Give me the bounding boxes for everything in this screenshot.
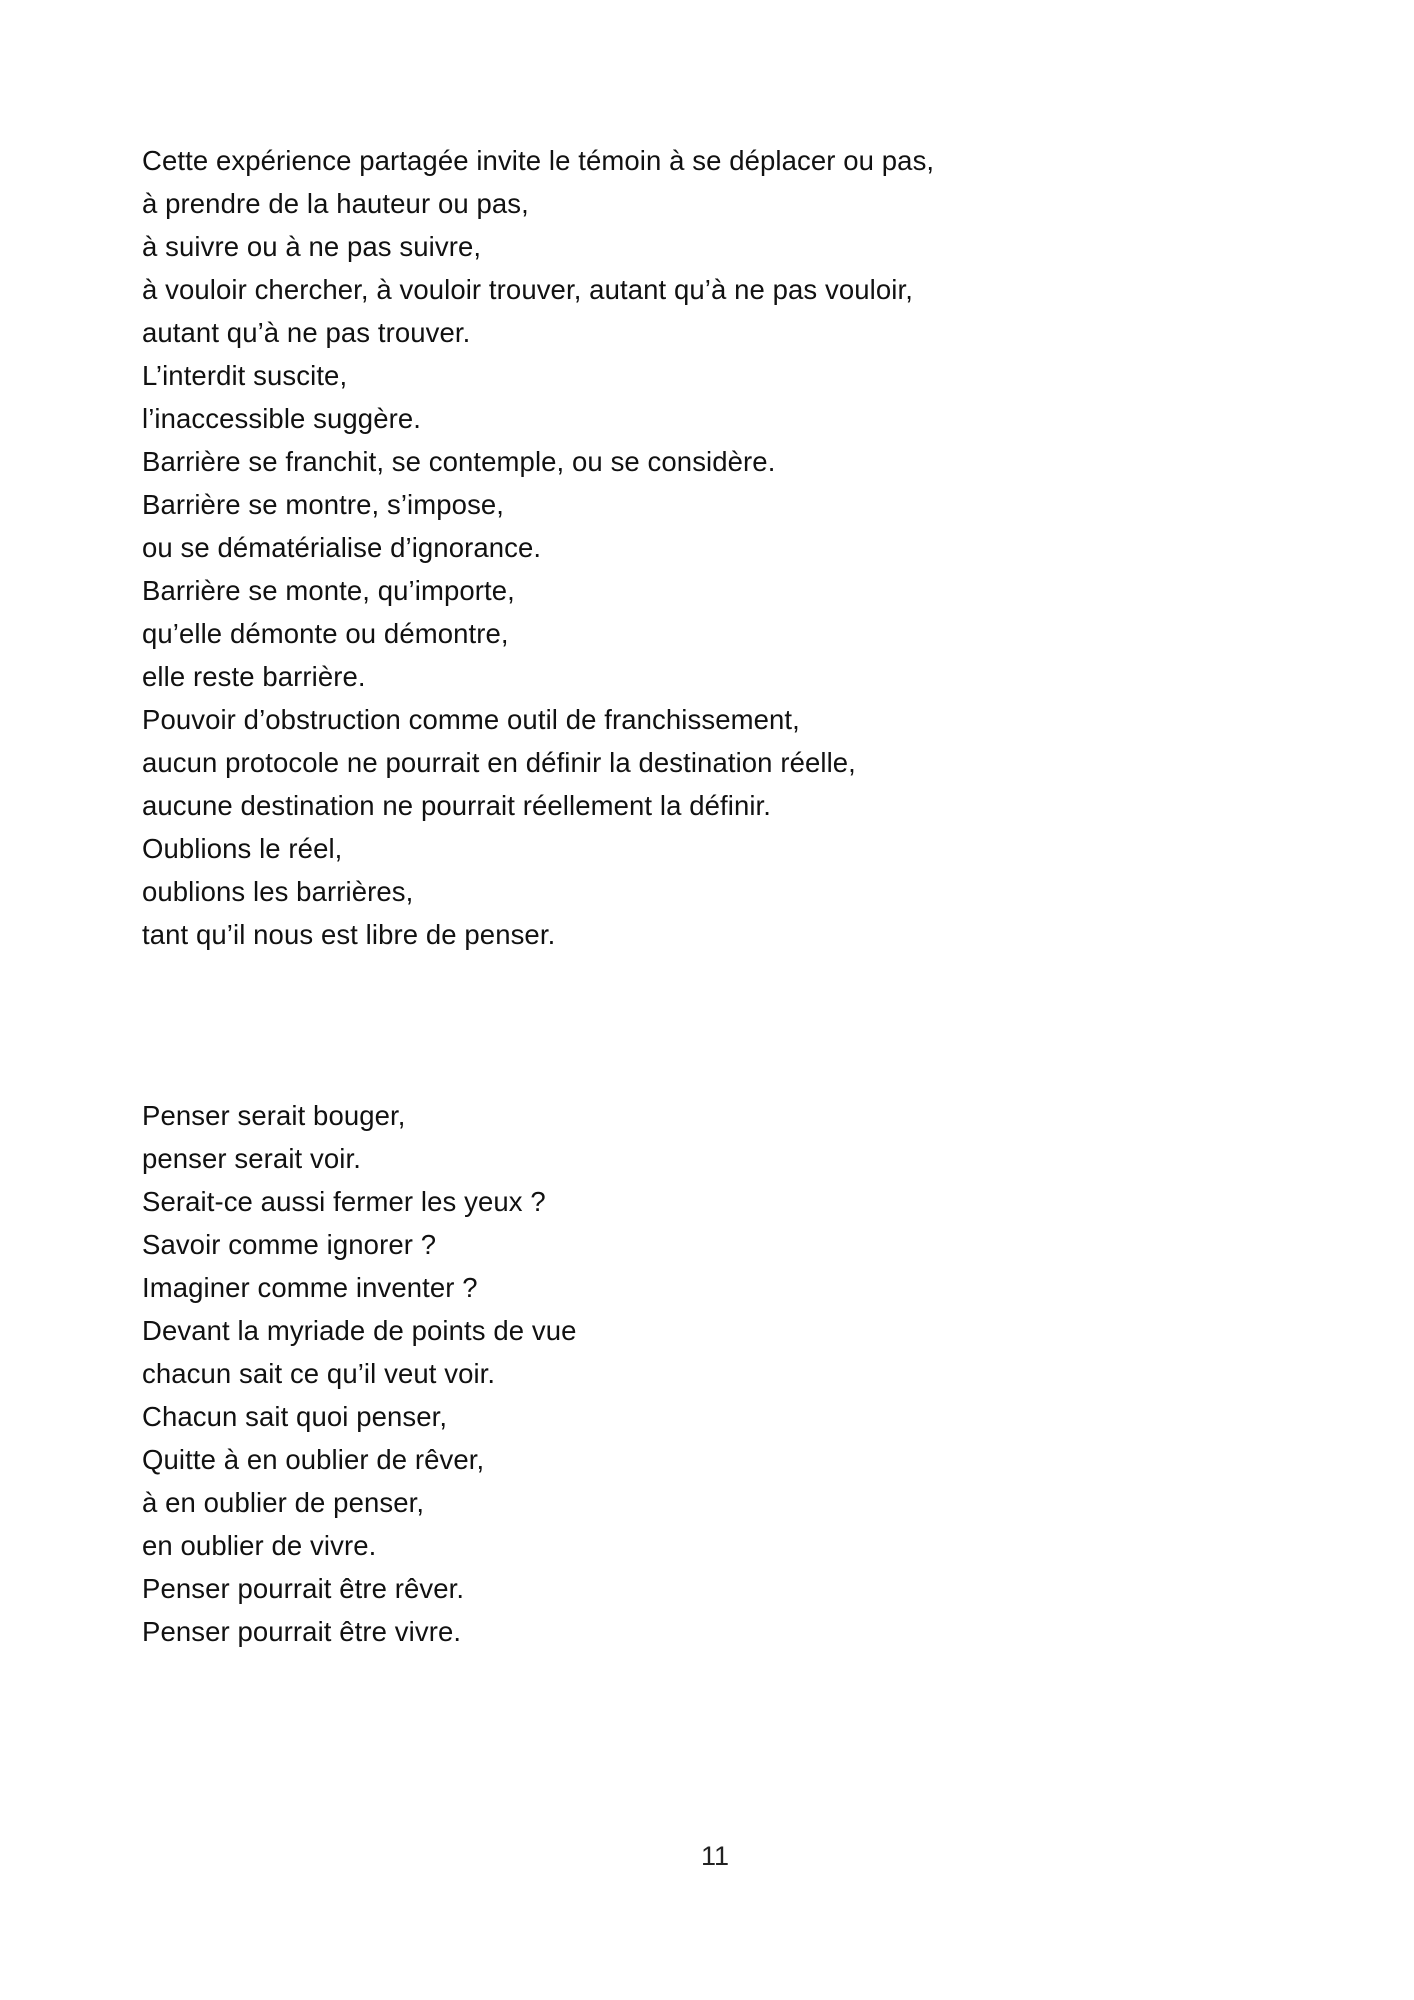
poem-line: Penser serait bouger,: [142, 1100, 406, 1131]
poem-line: à vouloir chercher, à vouloir trouver, autant qu’à ne pas vouloir,: [142, 274, 913, 305]
poem-line: qu’elle démonte ou démontre,: [142, 618, 509, 649]
poem-line: autant qu’à ne pas trouver.: [142, 317, 471, 348]
poem-line: l’inaccessible suggère.: [142, 403, 421, 434]
poem-line: Barrière se franchit, se contemple, ou se considère.: [142, 446, 776, 477]
poem-line: aucun protocole ne pourrait en définir la destination réelle,: [142, 747, 856, 778]
poem-line: oublions les barrières,: [142, 876, 414, 907]
poem-line: aucune destination ne pourrait réellement la définir.: [142, 790, 772, 821]
poem-line: L’interdit suscite,: [142, 360, 348, 391]
poem-line: Oublions le réel,: [142, 833, 343, 864]
poem-line: Quitte à en oublier de rêver,: [142, 1444, 485, 1475]
poem-line: Devant la myriade de points de vue: [142, 1315, 577, 1346]
poem-line: Savoir comme ignorer ?: [142, 1229, 437, 1260]
poem-line: en oublier de vivre.: [142, 1530, 377, 1561]
poem-line: Imaginer comme inventer ?: [142, 1272, 478, 1303]
poem-line: à suivre ou à ne pas suivre,: [142, 231, 482, 262]
stanza-2: [142, 1094, 576, 1653]
poem-line: chacun sait ce qu’il veut voir.: [142, 1358, 496, 1389]
poem-line: à en oublier de penser,: [142, 1487, 425, 1518]
poem-line: à prendre de la hauteur ou pas,: [142, 188, 529, 219]
stanza-1: [142, 139, 934, 956]
poem-line: ou se dématérialise d’ignorance.: [142, 532, 542, 563]
page-number: 11: [700, 1841, 730, 1871]
poem-line: Barrière se monte, qu’importe,: [142, 575, 515, 606]
poem-line: elle reste barrière.: [142, 661, 366, 692]
poem-line: Pouvoir d’obstruction comme outil de franchissement,: [142, 704, 800, 735]
poem-line: Penser pourrait être vivre.: [142, 1616, 462, 1647]
poem-line: Barrière se montre, s’impose,: [142, 489, 505, 520]
poem-line: penser serait voir.: [142, 1143, 361, 1174]
poem-line: Penser pourrait être rêver.: [142, 1573, 465, 1604]
poem-line: Chacun sait quoi penser,: [142, 1401, 448, 1432]
poem-line: tant qu’il nous est libre de penser.: [142, 919, 556, 950]
poem-line: Cette expérience partagée invite le témoin à se déplacer ou pas,: [142, 145, 935, 176]
poem-line: Serait-ce aussi fermer les yeux ?: [142, 1186, 546, 1217]
